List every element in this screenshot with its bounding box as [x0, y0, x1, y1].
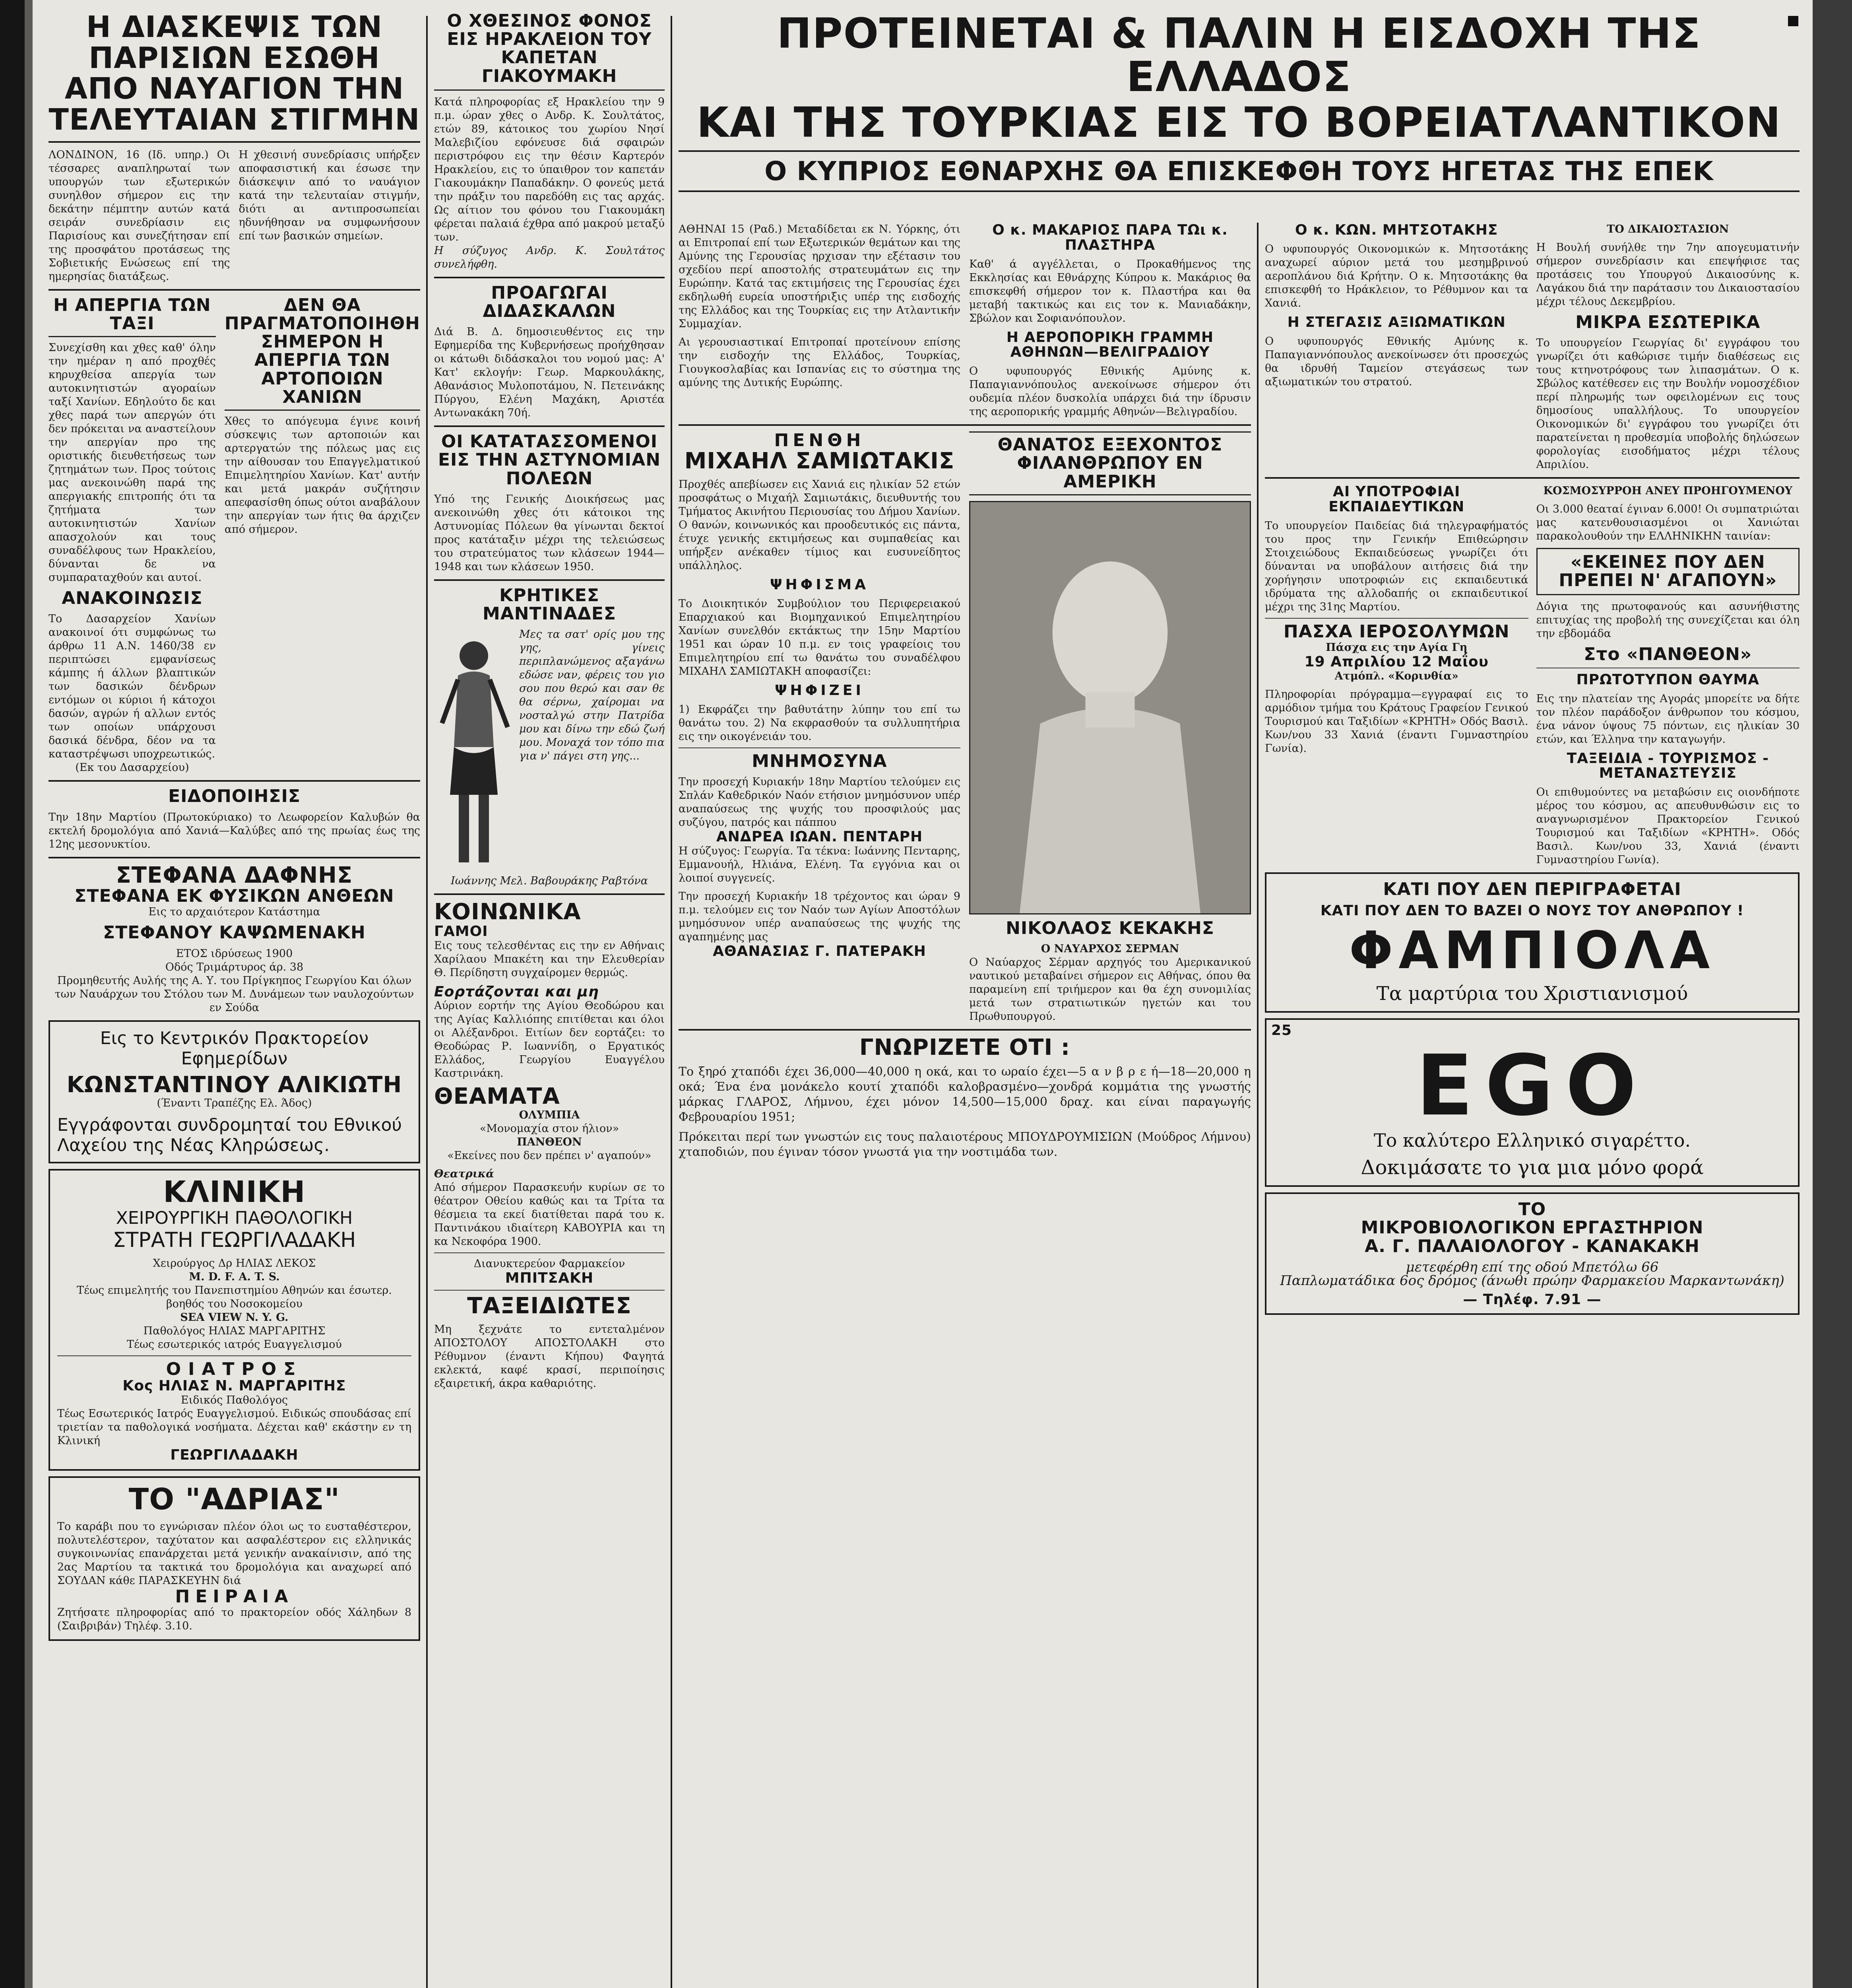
ad-fabiola — [1265, 872, 1800, 1012]
memorial-text: Την προσεχή Κυριακήν 18ην Μαρτίου τελούμεν εις Σπλάν Καθεδρικόν Ναόν ετήσιον μνημόσυνον υπέρ αναπαύσεως της ψυχής του προσφιλούς μας συζύγου, πατρός και πάππου — [679, 775, 960, 829]
did-you-know-text: Το ξηρό χταπόδι έχει 36,000—40,000 η οκά, και το ωραίο έχει—5 α ν β ρ ε ή—18—20,000 η οκά; Ένα ένα μονάκελο κουτί χταπόδι καλοβρασμένο—χονδρά κομμάτια της γνωστής μάρκας ΓΛΑΡΟΣ, Λήμνου, έχει μόνον 14,500—15,000 δραχ. και είναι παραγωγής Φεβρουαρίου 1951; — [679, 1064, 1251, 1124]
doctor-line1: ΟΙΑΤΡΟΣ — [166, 1359, 303, 1380]
police-text: Υπό της Γενικής Διοικήσεως μας ανεκοινώθη χθες ότι κάτοικοι της Αστυνομίας Πόλεων θα γίνωνται δεκτοί προς κατάταξιν μέχρι της τελειώσεως του στρατεύματος των κλάσεων 1944—1948 και των κλάσεων 1950. — [434, 493, 665, 573]
main-headline-block — [679, 9, 1800, 198]
nato-text-1: ΑΘΗΝΑΙ 15 (Ραδ.) Μεταδίδεται εκ Ν. Υόρκης, ότι αι Επιτροπαί επί των Εξωτερικών θεμάτων και της Αμύνης της Γερουσίας ηρχισαν την εξέτασιν του σχεδίου περί αποστολής στρατευμάτων εις την Ευρώπην. Κατά τας εκτιμήσεις της Γερουσίας έχει εκδηλωθή ευρεία υποστήριξις υπέρ της εισδοχής της Ελλάδος και της Τουρκίας εις την Ατλαντικήν Συμμαχίαν. — [679, 223, 960, 330]
ego-corner-number: 25 — [1271, 1022, 1292, 1039]
lab-line5: Παπλωματάδικα 6ος δρόμος (άνωθι πρώην Φαρμακείου Μαρκαντωνάκη) — [1280, 1272, 1784, 1289]
clinic-line4: Χειρούργος Δρ ΗΛΙΑΣ ΛΕΚΟΣ — [153, 1257, 316, 1270]
easter-line2: 19 Απριλίου 12 Μαΐου — [1304, 653, 1489, 670]
column-rule — [671, 16, 672, 1988]
paris-text-1: ΛΟΝΔΙΝΟΝ, 16 (Ιδ. υπηρ.) Οι τέσσαρες αναπληρωταί των υπουργών των εξωτερικών συνηλθον σήμερον εις την δεκάτην πέμπτην αυτών κατά σειράν συνεδρίασιν εις Παρισίους και συνεζήτησαν επί της προσφάτου προτάσεως της Σοβιετικής Ενώσεως επί της ημερησίας διατάξεως. — [48, 148, 230, 283]
scholarships-text: Το υπουργείον Παιδείας διά τηλεγραφήματός του προς την Γενικήν Επιθεώρησιν Στοιχειώδους Εκπαιδεύσεως γνωρίζει ότι δύνανται να υποβάλουν αιτήσεις διά την χορήγησιν υποτροφιών εις εκπαιδευτικά ιδρύματα της αλλοδαπής οι εκπαιδευτικοί μέχρι της 31ης Μαρτίου. — [1265, 519, 1528, 613]
headline-domestic: ΜΙΚΡΑ ΕΣΩΤΕΡΙΚΑ — [1575, 312, 1761, 332]
murder-text: Κατά πληροφορίας εξ Ηρακλείου την 9 π.μ. ώραν χθες ο Ανδρ. Κ. Σουλτάτος, ετών 89, κάτοικος του χωρίου Νησί Μαλεβιζίου εφόνευσε διά σφαιρών περιστρόφου εις την θέσιν Καρτερόν Ηρακλείου, εις το ύπαιθρον τον καπετάν Γιακουμάκην Παπαδάκην. Ο φονεύς μετά την πράξιν του παρεδόθη εις τας αρχάς. Ως αίτιον του φόνου του Γιακουμάκη φέρεται παλαιά έχθρα από μακρού μεταξύ των. — [434, 95, 665, 243]
headline-philanthropist: ΘΑΝΑΤΟΣ ΕΞΕΧΟΝΤΟΣ ΦΙΛΑΝΘΡΩΠΟΥ ΕΝ ΑΜΕΡΙΚΗ — [969, 431, 1251, 495]
headline-memorials: ΜΝΗΜΟΣΥΝΑ — [752, 751, 887, 771]
easter-line1: Πάσχα εις την Αγία Γη — [1326, 641, 1468, 654]
travel-text: Οι επιθυμούντες να μεταβώσιν εις οιονδήποτε μέρος του κόσμου, ας απευθυνθώσιν εις το αναγνωρισμένον Πρακτορείον Γενικού Τουρισμού και Ταξιδίων «ΚΡΗΤΗ». Οδός Βασιλ. Κων/νου 33, Χανιά (έναντι Γυμναστηρίου Γωνία). — [1536, 786, 1800, 866]
headline-wonder: ΠΡΩΤΟΤΥΠΟΝ ΘΑΥΜΑ — [1576, 671, 1759, 688]
crowds-film-title: «ΕΚΕΙΝΕΣ ΠΟΥ ΔΕΝ ΠΡΕΠΕΙ Ν' ΑΓΑΠΟΥΝ» — [1536, 548, 1800, 595]
divider — [1265, 477, 1800, 479]
ad-newspaper-office — [48, 1020, 420, 1164]
divider — [48, 289, 420, 291]
nav-text: Ο Ναύαρχος Σέρμαν αρχηγός του Αμερικανικού ναυτικού μεταβαίνει σήμερον εις Αθήνας, όπου θα παραμείνη επί τριήμερον και θα έχη συνομιλίας μετά των στρατιωτικών ηγετών και του Πρωθυπουργού. — [969, 956, 1251, 1023]
mitsotakis-text: Ο υφυπουργός Οικονομικών κ. Μητσοτάκης αναχωρεί αύριον μετά του μεσημβρινού αεροπλάνου διά Κρήτην. Ο κ. Μητσοτάκης θα επισκεφθή το Ηράκλειον, το Ρέθυμνον και τα Χανιά. — [1265, 243, 1528, 309]
fabiola-title: ΦΑΜΠΙΟΛΑ — [1349, 920, 1716, 981]
did-you-know-text-2: Πρόκειται περί των γνωστών εις τους παλαιοτέρους ΜΠΟΥΔΡΟΥΜΙΣΙΩΝ (Μούδρος Λήμνου) χταποδιών, που έγιναν τόσον γνωστά για την νοστιμάδα των. — [679, 1130, 1251, 1159]
office-line1: Εις το Κεντρικόν Πρακτορείον Εφημερίδων — [100, 1028, 369, 1069]
headline-travel: ΤΑΞΕΙΔΙΑ - ΤΟΥΡΙΣΜΟΣ - ΜΕΤΑΝΑΣΤΕΥΣΙΣ — [1567, 750, 1769, 782]
lab-line1: ΤΟ — [1518, 1199, 1546, 1220]
wonder-text: Εις την πλατείαν της Αγοράς μπορείτε να δήτε τον πλέον παράδοξον άνθρωπον του κόσμου, ένα νάνον ύψους 75 πόντων, εις ηλικίαν 30 ετών, και Έλληνα την καταγωγήν. — [1536, 692, 1800, 746]
headline-crowds: ΚΟΣΜΟΣΥΡΡΟΗ ΑΝΕΥ ΠΡΟΗΓΟΥΜΕΝΟΥ — [1543, 485, 1792, 497]
notice-text: Την 18ην Μαρτίου (Πρωτοκύριακο) το Λεωφορείον Καλυβών θα εκτελή δρομολόγια από Χανιά—Καλύβες από της πρωίας έως της 12ης μεσονυκτίου. — [48, 811, 420, 850]
clinic-line6: Τέως επιμελητής του Πανεπιστημίου Αθηνών και έσωτερ. βοηθός του Νοσοκομείου — [77, 1284, 392, 1310]
domestic-text: Το υπουργείον Γεωργίας δι' εγγράφου του γνωρίζει ότι καθώρισε τιμήν διαθέσεως εις τους κτηνοτρόφους των λιπασμάτων. Ο κ. Σβώλος κατέθεσεν εις την Βουλήν νομοσχέδιον περί πληρωμής των οφειλομένων εις τους δημοσίους υπαλλήλους. Το υπουργείον Οικονομικών δι' εγγράφου του γνωρίζει ότι παρατείνεται η προθεσμία υποβολής δηλώσεων φορολογίας εισοδήματος μέχρι τέλους Απριλίου. — [1536, 337, 1800, 471]
memorial-text-2: Η σύζυγος: Γεωργία. Τα τέκνα: Ιωάννης Πενταρης, Εμμανουήλ, Ηλιάνα, Ελένη. Τα εγγόνια και οι λοιποί συγγενείς. — [679, 845, 960, 884]
divider — [434, 579, 665, 581]
headline-easter: ΠΑΣΧΑ ΙΕΡΟΣΟΛΥΜΩΝ — [1283, 621, 1510, 642]
ad-wreaths-line6: Οδός Τριμάρτυρος άρ. 38 — [165, 961, 304, 973]
adrias-title: ΤΟ "ΑΔΡΙΑΣ" — [128, 1482, 340, 1516]
doctor-line2: Κος ΗΛΙΑΣ Ν. ΜΑΡΓΑΡΙΤΗΣ — [122, 1378, 346, 1394]
lab-line4: μετεφέρθη επί της οδού Μπετόλω 66 — [1406, 1259, 1659, 1275]
ad-wreaths-line7: Προμηθευτής Αυλής της Α. Υ. του Πρίγκηπος Γεωργίου Και όλων των Ναυάρχων του Στόλου των Μ. Δυνάμεων των ναυλοχούντων εν Σούδα — [54, 974, 414, 1014]
resolution-text: Το Διοικητικόν Συμβούλιον του Περιφερειακού Επαρχιακού και Βιομηχανικού Επιμελητηρίου Χανίων συνελθόν εκτάκτως την 15ην Μαρτίου 1951 και ώραν 10 π.μ. εν τοις γραφείοις του Επιμελητηρίου επί τω θανάτω του συναδέλφου ΜΙΧΑΗΛ ΣΑΜΙΩΤΑΚΗ αποφασίζει: — [679, 597, 960, 678]
divider — [679, 150, 1800, 152]
headline-name-days: Εορτάζονται και μη — [434, 983, 599, 1000]
court-text: Η Βουλή συνήλθε την 7ην απογευματινήν σήμερον συνεδρίασιν και επεψήφισε τας προτάσεις του Υπουργού Δικαιοσύνης κ. Λαγάκου διά την παράτασιν του Δικαιοστασίου μέχρι τέλους Δεκεμβρίου. — [1536, 241, 1800, 308]
page-gutter — [25, 0, 33, 1988]
crowds-venue: Στο «ΠΑΝΘΕΟΝ» — [1584, 644, 1752, 664]
column-3 — [679, 223, 1251, 1988]
fabiola-line3: Τα μαρτύρια του Χριστιανισμού — [1376, 982, 1688, 1005]
nato-text-2: Αι γερουσιαστικαί Επιτροπαί προτείνουν επίσης την εισδοχήν της Ελλάδος, Τουρκίας, Γιουγκοσλαβίας και Ισπανίας εις το σύστημα της αμύνης της Δυτικής Ευρώπης. — [679, 336, 960, 389]
fabiola-line1: ΚΑΤΙ ΠΟΥ ΔΕΝ ΠΕΡΙΓΡΑΦΕΤΑΙ — [1383, 879, 1681, 900]
newspaper-page — [33, 0, 1813, 1988]
announcements-text: Το Δασαρχείον Χανίων ανακοινοί ότι συμφώνως τω άρθρω 11 Α.Ν. 1460/38 εν περιπτώσει εμφανίσεως κάμπης ή άλλων βλαπτικών των δασικών δένδρων εντόμων οι κύριοι ή κάτοχοι δασών, αγρών ή αλλων εντός των οποίων υπάρχουσι δασικά δένδρα, δέον να τα καταστρέψωσι υποχρεωτικώς. — [48, 613, 216, 761]
headline-social: ΚΟΙΝΩΝΙΚΑ — [434, 899, 581, 925]
cretan-man-illustration — [434, 628, 514, 874]
ego-title: EGO — [1416, 1037, 1648, 1134]
bust-portrait — [970, 502, 1250, 913]
memorial-name: ΑΝΔΡΕΑ ΙΩΑΝ. ΠΕΝΤΑΡΗ — [716, 828, 923, 845]
murder-sign: Η σύζυγος Ανδρ. Κ. Σουλτάτος συνελήφθη. — [434, 244, 665, 270]
memorial-name-2: ΑΘΑΝΑΣΙΑΣ Γ. ΠΑΤΕΡΑΚΗ — [713, 943, 926, 959]
ad-wreaths-line1: ΣΤΕΦΑΝΑ ΔΑΦΝΗΣ — [116, 862, 353, 888]
clinic-line5: M. D. F. A. T. S. — [189, 1271, 280, 1283]
divider — [434, 1290, 665, 1291]
headline-announcements: ΑΝΑΚΟΙΝΩΣΙΣ — [62, 588, 203, 609]
crowds-text-2: Δόγια της πρωτοφανούς και ασυνήθιστης επιτυχίας της προβολή της συνεχίζεται και όλη την εβδομάδα — [1536, 600, 1800, 640]
divider — [434, 425, 665, 427]
air-route-text: Ο υφυπουργός Εθνικής Αμύνης κ. Παπαγιαννόπουλος ανεκοίνωσε σήμερον ότι ουδεμία πλέον δυσκολία υπάρχει διά την ίδρυσιν της αεροπορικής γραμμής Αθηνών—Βελιγραδίου. — [969, 365, 1251, 418]
lab-line3: Α. Γ. ΠΑΛΑΙΟΛΟΓΟΥ - ΚΑΝΑΚΑΚΗ — [1365, 1236, 1700, 1256]
main-headline-line2: ΚΑΙ ΤΗΣ ΤΟΥΡΚΙΑΣ ΕΙΣ ΤΟ ΒΟΡΕΙΑΤΛΑΝΤΙΚΟΝ — [696, 98, 1782, 147]
column-rule — [426, 16, 428, 1988]
office-line4: Εγγράφονται συνδρομηταί του Εθνικού Λαχείου της Νέας Κληρώσεως. — [57, 1115, 402, 1156]
headline-cretan-poems: ΚΡΗΤΙΚΕΣ ΜΑΝΤΙΝΑΔΕΣ — [482, 585, 617, 624]
name-days-text: Αύριον εορτήν της Αγίου Θεοδώρου και της Αγίας Καλλιόπης επιτίθεται και όλοι οι Αλέξανδροι. Ειτίων δεν εορτάζει: το Θεοδώρας Ρ. Ιωαννίδη, ο Εργατικός Ελλάδος, Γεωργίου Ευαγγέλου Καστρινάκη. — [434, 1000, 665, 1080]
headline-travelers: ΤΑΞΕΙΔΙΩΤΕΣ — [467, 1293, 632, 1319]
headline-mitsotakis: Ο κ. ΚΩΝ. ΜΗΤΣΟΤΑΚΗΣ — [1295, 223, 1498, 238]
lab-line2: ΜΙΚΡΟΒΙΟΛΟΓΙΚΟΝ ΕΡΓΑΣΤΗΡΙΟΝ — [1361, 1217, 1704, 1238]
headline-did-you-know: ΓΝΩΡΙΖΕΤΕ ΟΤΙ : — [859, 1034, 1070, 1060]
divider — [434, 1252, 665, 1253]
social-text: Εις τους τελεσθέντας εις την εν Αθήναις Χαρίλαου Μπακέτη και την Ελευθερίαν Θ. Περίδηστη συγχαίρομεν θερμώς. — [434, 939, 665, 979]
theater-pantheon: ΠΑΝΘΕΟΝ — [517, 1136, 582, 1149]
ad-wreaths-line3: Εις το αρχαιότερον Κατάστημα — [148, 906, 320, 918]
divider — [679, 747, 960, 748]
clinic-line3: ΣΤΡΑΤΗ ΓΕΩΡΓΙΛΑΔΑΚΗ — [112, 1228, 356, 1252]
ad-microbiology-lab — [1265, 1192, 1800, 1315]
headline-scholarships: ΑΙ ΥΠΟΤΡΟΦΙΑΙ ΕΚΠΑΙΔΕΥΤΙΚΩΝ — [1328, 483, 1465, 515]
divider — [679, 190, 1800, 192]
divider — [679, 424, 1251, 426]
officers-housing-text: Ο υφυπουργός Εθνικής Αμύνης κ. Παπαγιαννόπουλος ανεκοίνωσεν ότι προσεχώς θα ιδρυθή Ταμείον στεγάσεως των αξιωματικών του στρατού. — [1265, 335, 1528, 388]
promotions-text: Διά Β. Δ. δημοσιευθέντος εις την Εφημερίδα της Κυβερνήσεως προήχθησαν οι κάτωθι διδάσκαλοι του νομού μας: Α' Κατ' εκλογήν: Γεωρ. Μαρκουλάκης, Αθανάσιος Μυλοποτάμου, Ν. Πετεινάκης Πύργου, Ελένη Μαχάκη, Αριστέα Αντωνακάκη 70ή. — [434, 326, 665, 419]
divider — [1265, 618, 1528, 619]
doctor-line3: Ειδικός Παθολόγος — [180, 1394, 288, 1407]
poem-text: Μες τα σατ' ορίς μου της γης, γίνεις περιπλανώμενος αξαγάνω εδώσε ναν, φέρεις του γιο σου που θερώ και σαν θε θα σέρνω, χαίρομαι να νοσταλγώ στην Πατρίδα μου και δίνω την εδώ ζωή μου. Μοναχά τον τόπο πια για ν' πάγει στη γης... — [519, 628, 665, 763]
book-binding — [0, 0, 25, 1988]
poem-sign: Ιωάννης Μελ. Βαβουράκης Ραβτόνα — [451, 875, 648, 887]
travelers-text: Μη ξεχνάτε το εντεταλμένον ΑΠΟΣΤΟΛΟΥ ΑΠΟΣΤΟΛΑΚΗ στο Ρέθυμνον (έναντι Κήπου) Φαγητά εκλεκτά, καφέ κρασί, περιποίησις εξαιρετική, άκρα καθαριότης. — [434, 1323, 665, 1390]
pharmacy-name: ΜΠΙΤΣΑΚΗ — [505, 1270, 594, 1287]
headline-theatrical: Θεατρικά — [434, 1168, 494, 1180]
divider — [48, 857, 420, 858]
paris-text-2: Η χθεσινή συνεδρίασις υπήρξεν αποφασιστική και έσωσε την διάσκεψιν από το ναυάγιον κατά την τελευταίαν στιγμήν, διότι αι αντιπροσωπείαι ηδυνήθησαν να συμφωνήσουν επί των βασικών σημείων. — [239, 148, 420, 242]
headline-taxi-strike: Η ΑΠΕΡΓΙΑ ΤΩΝ ΤΑΞΙ — [48, 296, 216, 337]
ad-wreaths-line4: ΣΤΕΦΑΝΟΥ ΚΑΨΩΜΕΝΑΚΗ — [103, 922, 366, 943]
office-line2: ΚΩΝΣΤΑΝΤΙΝΟΥ ΑΛΙΚΙΩΤΗ — [66, 1072, 402, 1098]
obituary-name: ΜΙΧΑΗΛ ΣΑΜΙΩΤΑΚΙΣ — [684, 448, 955, 474]
headline-bakers-strike: ΔΕΝ ΘΑ ΠΡΑΓΜΑΤΟΠΟΙΗΘΗ ΣΗΜΕΡΟΝ Η ΑΠΕΡΓΙΑ ΤΩΝ ΑΡΤΟΠΟΙΩΝ ΧΑΝΙΩΝ — [225, 296, 420, 411]
ad-wreaths — [48, 864, 420, 1015]
clinic-line9: Τέως εσωτερικός ιατρός Ευαγγελισμού — [127, 1338, 342, 1351]
memorial-text-3: Την προσεχή Κυριακήν 18 τρέχοντος και ώραν 9 π.μ. τελούμεν εις τον Ναόν των Αγίων Αποστόλων μνημόσυνον υπέρ αναπαύσεως της ψυχής της αγαπημένης μας — [679, 890, 960, 943]
headline-court: ΤΟ ΔΙΚΑΙΟΣΤΑΣΙΟΝ — [1607, 223, 1729, 235]
taxi-strike-text: Συνεχίσθη και χθες καθ' όλην την ημέραν η από προχθές κηρυχθείσα απεργία των αυτοκινητιστών αγοραίων ταξί Χανίων. Εδηλούτο δε και χθες παρά των απεργών ότι δεν πρόκειται να αναστείλουν την απεργίαν προ της οριστικής διευθετήσεως των ζητημάτων των. Προς τούτοις μας ανεκοινώθη παρά της απεργιακής επιτροπής ότι τα ζητήματα των αυτοκινητιστών Χανίων απασχολούν και τους συναδέλφους των Ηρακλείου, δύνανται δε να συμπαραταχθούν και αυτοί. — [48, 342, 216, 584]
column-rule — [1257, 223, 1259, 1988]
column-4 — [1265, 223, 1800, 1988]
doctor-line5: ΓΕΩΡΓΙΛΑΔΑΚΗ — [170, 1447, 299, 1464]
nav-heading: Ο ΝΑΥΑΡΧΟΣ ΣΕΡΜΑΝ — [1041, 942, 1179, 955]
easter-text: Πληροφορίαι πρόγραμμα—εγγραφαί εις το αρμόδιον τμήμα του Κράτους Γραφείον Γενικού Τουρισμού και Ταξιδίων «ΚΡΗΤΗ» Οδός Βασιλ. Κων/νου 33 Χανιά (έναντι Γυμναστηρίου Γωνία). — [1265, 688, 1528, 755]
clinic-line7: SEA VIEW N. Y. G. — [180, 1311, 289, 1324]
divider — [434, 893, 665, 895]
philanthropist-name: ΝΙΚΟΛΑΟΣ ΚΕΚΑΚΗΣ — [1006, 918, 1214, 938]
column-1 — [48, 12, 420, 1988]
headline-mourning: ΠΕΝΘΗ — [774, 430, 865, 451]
ad-wreaths-line2: ΣΤΕΦΑΝΑ ΕΚ ΦΥΣΙΚΩΝ ΑΝΘΕΩΝ — [74, 886, 394, 907]
divider — [434, 277, 665, 278]
ad-adrias-ship — [48, 1476, 420, 1641]
divider — [679, 1029, 1251, 1031]
bakers-strike-text: Χθες το απόγευμα έγινε κοινή σύσκεψις των αρτοποιών και αρτεργατών της πόλεως μας εις την αίθουσαν του Επαγγελματικού Επιμελητηρίου Χανίων. Κατ' αυτήν και μετά μακράν συζήτησιν απεφασίσθη όπως ούτοι αναβάλουν την απεργίαν των ήτις θα άρχιζεν από σήμερον. — [224, 415, 420, 536]
headline-teacher-promotions: ΠΡΟΑΓΩΓΑΙ ΔΙΔΑΣΚΑΛΩΝ — [483, 282, 616, 321]
headline-theaters: ΘΕΑΜΑΤΑ — [434, 1083, 560, 1110]
adrias-text: Το καράβι που το εγνώρισαν πλέον όλοι ως το ευσταθέστερον, πολυτελέστερον, ταχύτατον και ασφαλέστερον εις ελληνικάς συγκοινωνίας επανάρχεται μετά γενικήν ανακαίνισιν, από της 2ας Μαρτίου τα τακτικά του δρομολόγια και αναχωρεί από ΣΟΥΔΑΝ κάθε ΠΑΡΑΣΚΕΥΗΝ διά — [57, 1520, 411, 1587]
headline-paris-conference: Η ΔΙΑΣΚΕΨΙΣ ΤΩΝ ΠΑΡΙΣΙΩΝ ΕΣΩΘΗ ΑΠΟ ΝΑΥΑΓΙΟΝ ΤΗΝ ΤΕΛΕΥΤΑΙΑΝ ΣΤΙΓΜΗΝ — [48, 12, 420, 143]
headline-heraklion-murder: Ο ΧΘΕΣΙΝΟΣ ΦΟΝΟΣ ΕΙΣ ΗΡΑΚΛΕΙΟΝ ΤΟΥ ΚΑΠΕΤΑΝ ΓΙΑΚΟΥΜΑΚΗ — [434, 12, 665, 91]
headline-notice: ΕΙΔΟΠΟΙΗΣΙΣ — [168, 786, 301, 807]
clinic-line2: ΧΕΙΡΟΥΡΓΙΚΗ ΠΑΘΟΛΟΓΙΚΗ — [116, 1208, 353, 1229]
column-2 — [434, 12, 665, 1988]
headline-police-recruits: ΟΙ ΚΑΤΑΤΑΣΣΟΜΕΝΟΙ ΕΙΣ ΤΗΝ ΑΣΤΥΝΟΜΙΑΝ ΠΟΛΕΩΝ — [438, 431, 661, 489]
divider — [48, 780, 420, 782]
ego-line1: Το καλύτερο Ελληνικό σιγαρέττο. — [1373, 1130, 1691, 1151]
ad-clinic — [48, 1169, 420, 1470]
page-edge — [1813, 0, 1852, 1988]
obituary-text: Προχθές απεβίωσεν εις Χανιά εις ηλικίαν 52 ετών προσφάτως ο Μιχαήλ Σαμιωτάκις, διευθυντής του Τμήματος Ακινήτου Περιουσίας του Δήμου Χανίων. Ο θανών, κοινωνικός και προοδευτικός εις πάντα, έτυχε γενικής εκτιμήσεως και συμπαθείας και υπήρξεν ανέκαθεν τίμιος και ευσυνείδητος υπάλληλος. — [679, 478, 960, 572]
fabiola-line2: ΚΑΤΙ ΠΟΥ ΔΕΝ ΤΟ ΒΑΖΕΙ Ο ΝΟΥΣ ΤΟΥ ΑΝΘΡΩΠΟΥ ! — [1320, 903, 1744, 919]
announcements-sign: (Εκ του Δασαρχείου) — [75, 761, 189, 774]
main-subheadline: Ο ΚΥΠΡΙΟΣ ΕΘΝΑΡΧΗΣ ΘΑ ΕΠΙΣΚΕΦΘΗ ΤΟΥΣ ΗΓΕΤΑΣ ΤΗΣ ΕΠΕΚ — [764, 155, 1714, 186]
clinic-line1: ΚΛΙΝΙΚΗ — [163, 1175, 306, 1209]
makarios-text: Καθ' ά αγγέλλεται, ο Προκαθήμενος της Εκκλησίας και Εθνάρχης Κύπρου κ. Μακάριος θα επισκεφθή σήμερον τον κ. Πλαστήρα και θα μεταβή τακτικώς και εις τον κ. Μανιαδάκην, Σβώλον και Σοφιανόπουλον. — [969, 258, 1251, 324]
headline-air-route: Η ΑΕΡΟΠΟΡΙΚΗ ΓΡΑΜΜΗ ΑΘΗΝΩΝ—ΒΕΛΙΓΡΑΔΙΟΥ — [1006, 329, 1214, 361]
doctor-line4: Τέως Εσωτερικός Ιατρός Ευαγγελισμού. Ειδικώς σπουδάσας επί τριετίαν τα παθολογικά νοσήματα. Δέχεται καθ' εκάστην εν τη Κλινική — [57, 1408, 411, 1447]
main-headline-line1: ΠΡΟΤΕΙΝΕΤΑΙ & ΠΑΛΙΝ Η ΕΙΣΔΟΧΗ ΤΗΣ ΕΛΛΑΔΟΣ — [777, 9, 1701, 101]
office-line3: (Έναντι Τραπέζης Ελ. Άδος) — [157, 1097, 312, 1110]
theatrical-text: Από σήμερον Παρασκευήν κυρίων σε το θέατρον Οθείου καθώς και τα Τρίτα τα θέσμεια τα εκεί διατίθεται παρά του κ. Παντινάκου ιδιαίτερη ΚΑΒΟΥΡΙΑ και τη κα Νεκοφόρα 1900. — [434, 1181, 665, 1248]
social-subhead: ΓΑΜΟΙ — [434, 923, 488, 940]
headline-officers-housing: Η ΣΤΕΓΑΣΙΣ ΑΞΙΩΜΑΤΙΚΩΝ — [1287, 314, 1506, 330]
theater-olympia: ΟΛΥΜΠΙΑ — [519, 1109, 580, 1122]
headline-resolution: ΨΗΦΙΣΜΑ — [770, 577, 869, 593]
lab-line6: — Τηλέφ. 7.91 — — [1463, 1291, 1602, 1308]
easter-line3: Ατμόπλ. «Κορινθία» — [1334, 670, 1458, 682]
clinic-line8: Παθολόγος ΗΛΙΑΣ ΜΑΡΓΑΡΙΤΗΣ — [143, 1325, 326, 1338]
pharmacy-label: Διανυκτερεύον Φαρμακείον — [473, 1258, 625, 1270]
ad-ego-cigarettes — [1265, 1018, 1800, 1187]
crowds-text: Οι 3.000 θεαταί έγιναν 6.000! Οι συμπατριώται μας κατενθουσιασμένοι οι Χανιώται παρακολουθούν την ΕΛΛΗΝΙΚΗΝ ταινίαν: — [1536, 503, 1800, 543]
adrias-contact: Ζητήσατε πληροφορίας από το πρακτορείον οδός Χάληδων 8 (Σαιβριβάν) Τηλέφ. 3.10. — [57, 1606, 411, 1632]
adrias-destination: ΠΕΙΡΑΙΑ — [175, 1586, 294, 1607]
theater-line1: «Μονομαχία στον ήλιον» — [479, 1122, 619, 1135]
ad-wreaths-line5: ΕΤΟΣ ιδρύσεως 1900 — [176, 947, 293, 960]
divider — [57, 1355, 411, 1356]
votes-text: 1) Εκφράζει την βαθυτάτην λύπην του επί τω θανάτω του. 2) Να εκφρασθούν τα συλλυπητήρια εις την οικογένειάν του. — [679, 703, 960, 743]
headline-makarios: Ο κ. ΜΑΚΑΡΙΟΣ ΠΑΡΑ ΤΩι κ. ΠΛΑΣΤΗΡΑ — [992, 223, 1228, 253]
ego-line2: Δοκιμάσατε το για μια μόνο φορά — [1361, 1156, 1704, 1179]
theater-line3: «Εκείνες που δεν πρέπει ν' αγαπούν» — [447, 1149, 652, 1162]
headline-votes: ΨΗΦΙΖΕΙ — [775, 682, 864, 699]
philanthropist-photo — [969, 501, 1251, 914]
